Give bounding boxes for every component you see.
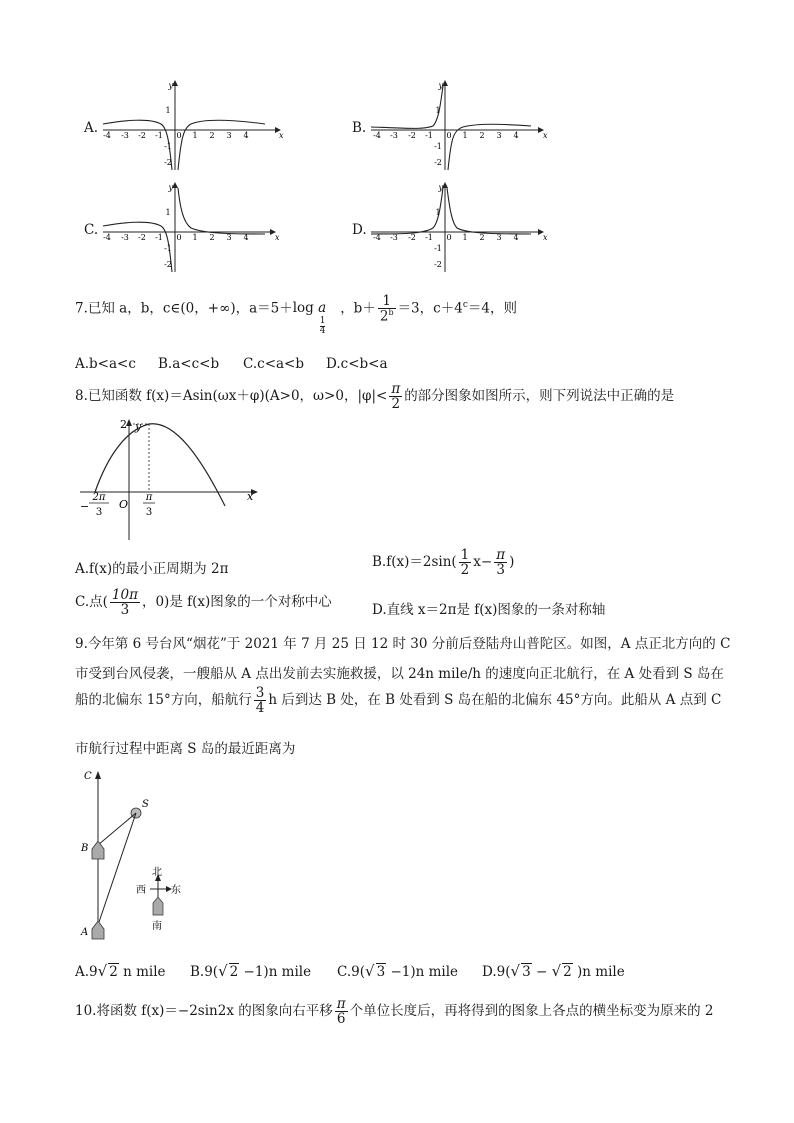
q9-line-2: 市受到台风侵袭，一艘船从 A 点出发前去实施救援，以 24n mile/h 的速度向正北航行，在 A 处看到 S 岛在 (75, 666, 724, 682)
svg-text:-4: -4 (103, 233, 111, 242)
q7-frac-den-base: 2 (379, 308, 389, 325)
q9-optd-pre: D.9( (482, 964, 511, 980)
svg-text:A: A (81, 927, 89, 938)
q7-option-a[interactable]: A.b<a<c (75, 356, 136, 372)
q8-optb-frac1-num: 1 (460, 547, 470, 563)
svg-text:x: x (279, 131, 284, 140)
svg-text:B: B (81, 843, 89, 854)
q8-optb-prefix: B.f(x)＝2sin( (372, 554, 457, 571)
graph-b (363, 80, 563, 172)
svg-text:3: 3 (496, 233, 502, 242)
svg-text:x: x (543, 131, 548, 140)
q7-log: log (292, 300, 314, 317)
svg-text:4: 4 (243, 233, 249, 242)
svg-text:2: 2 (479, 131, 485, 140)
svg-text:3: 3 (226, 233, 232, 242)
q7-suffix: ＝4，则 (467, 300, 517, 317)
q9-option-a[interactable] (75, 962, 166, 980)
question-10 (75, 997, 714, 1026)
svg-text:-1: -1 (164, 244, 172, 253)
q9-optc-rad: 3 (376, 964, 386, 980)
q7-option-c[interactable]: C.c<a<b (243, 356, 305, 372)
svg-text:-3: -3 (390, 233, 398, 242)
q9-line-1: 9.今年第 6 号台风“烟花”于 2021 年 7 月 25 日 12 时 30 分前后登陆舟山普陀区。如图，A 点正北方向的 C (75, 636, 731, 652)
q7-log-arg: a (318, 300, 327, 317)
svg-text:-2: -2 (164, 158, 172, 167)
q8-option-d[interactable]: D.直线 x＝2π是 f(x)图象的一条对称轴 (372, 602, 606, 618)
q8-optc-suffix: ，0)是 f(x)图象的一个对称中心 (141, 594, 332, 611)
q8-optb-frac1 (459, 548, 472, 577)
svg-text:0: 0 (176, 233, 182, 242)
option-b-label: B. (352, 120, 367, 136)
svg-text:-1: -1 (425, 233, 433, 242)
q9-optd-rad1: 3 (522, 964, 531, 980)
q8-graph (75, 418, 265, 543)
q7-mid2: ＝3，c＋4 (397, 300, 463, 317)
q9-line-4: 市航行过程中距离 S 岛的最近距离为 (75, 741, 296, 757)
q9-optd-mid: − (531, 964, 552, 980)
svg-text:1: 1 (435, 106, 441, 115)
svg-text:x: x (543, 233, 548, 242)
svg-text:4: 4 (513, 131, 519, 140)
svg-text:-1: -1 (434, 142, 442, 151)
svg-text:-2: -2 (408, 131, 416, 140)
q7-stem-prefix: 7.已知 a，b，c∈(0，+∞)，a＝5＋ (75, 300, 293, 317)
svg-text:y: y (438, 81, 443, 90)
svg-text:2π: 2π (92, 492, 106, 503)
svg-text:1: 1 (462, 233, 468, 242)
svg-text:−: − (80, 500, 90, 513)
q7-option-b[interactable]: B.a<c<b (158, 356, 220, 372)
svg-text:3: 3 (95, 507, 103, 518)
svg-text:-1: -1 (434, 244, 442, 253)
svg-text:1: 1 (165, 208, 171, 217)
q9-line3-prefix: 船的北偏东 15°方向，船航行 (75, 692, 252, 709)
question-7 (75, 293, 517, 337)
svg-text:-4: -4 (373, 233, 381, 242)
q8-stem-suffix: 的部分图象如图所示，则下列说法中正确的是 (404, 388, 675, 405)
q8-optb-mid: x− (473, 554, 493, 571)
q8-optc-den: 3 (120, 602, 130, 619)
q9-frac-num: 3 (255, 685, 265, 701)
q9-line-3 (75, 686, 721, 715)
question-8 (75, 382, 674, 411)
q8-fraction (389, 382, 402, 411)
q10-fraction (335, 997, 348, 1026)
sqrt-icon: √ (218, 962, 228, 980)
graph-a (95, 80, 295, 172)
svg-text:-2: -2 (164, 260, 172, 269)
svg-text:2: 2 (209, 233, 215, 242)
q10-stem-suffix: 个单位长度后，再将得到的图象上各点的横坐标变为原来的 2 (349, 1003, 714, 1020)
svg-text:y: y (168, 81, 173, 90)
q8-optc-frac (110, 588, 140, 617)
q8-option-c[interactable] (75, 588, 332, 617)
svg-text:3: 3 (496, 131, 502, 140)
svg-text:-4: -4 (373, 131, 381, 140)
svg-text:-1: -1 (425, 131, 433, 140)
q8-optb-frac2-num: π (496, 547, 506, 563)
svg-text:y: y (168, 183, 173, 192)
svg-text:南: 南 (152, 921, 162, 932)
q9-opta-pre: A.9 (75, 964, 98, 980)
svg-text:O: O (119, 498, 129, 511)
svg-text:-2: -2 (138, 233, 146, 242)
q9-optb-rad: 2 (229, 964, 239, 980)
q8-frac-den: 2 (391, 396, 401, 413)
svg-text:-1: -1 (155, 131, 163, 140)
q7-frac-exp: b (388, 308, 394, 318)
svg-text:1: 1 (435, 208, 441, 217)
option-c-label: C. (84, 222, 99, 238)
q9-opta-rad: 2 (109, 964, 118, 980)
q9-fraction (254, 686, 267, 715)
svg-text:-3: -3 (390, 131, 398, 140)
svg-text:-2: -2 (434, 158, 442, 167)
q10-stem-prefix: 10.将函数 f(x)＝−2sin2x 的图象向右平移 (75, 1003, 333, 1020)
q7-fraction (378, 294, 396, 324)
q7-c-exp: c (462, 299, 468, 310)
q9-option-d[interactable] (482, 962, 625, 980)
q8-optb-suffix: ) (509, 554, 515, 571)
q9-optc-post: −1)n mile (386, 964, 459, 980)
q9-line3-suffix: h 后到达 B 处，在 B 处看到 S 岛在船的北偏东 45°方向。此船从 A 点到 C (268, 692, 722, 709)
option-a-label: A. (84, 120, 99, 136)
svg-text:北: 北 (152, 867, 162, 878)
q9-optd-rad2: 2 (563, 964, 572, 980)
q10-frac-num: π (336, 996, 346, 1012)
q9-optd-post: )n mile (572, 964, 625, 980)
q7-log-expr (292, 300, 340, 337)
svg-text:-2: -2 (408, 233, 416, 242)
svg-text:1: 1 (462, 131, 468, 140)
q9-option-c[interactable] (337, 962, 458, 980)
q9-frac-den: 4 (255, 700, 265, 717)
q9-optb-pre: B.9( (190, 964, 219, 980)
svg-text:-4: -4 (103, 131, 111, 140)
svg-text:-3: -3 (121, 131, 129, 140)
q7-option-d[interactable]: D.c<b<a (326, 356, 388, 372)
svg-text:2: 2 (120, 418, 127, 431)
q7-log-base-num: 1 (319, 316, 326, 327)
svg-text:-1: -1 (155, 233, 163, 242)
q9-option-b[interactable] (190, 962, 311, 980)
svg-text:东: 东 (171, 885, 181, 896)
svg-text:4: 4 (243, 131, 249, 140)
q8-option-b[interactable] (372, 548, 514, 577)
svg-text:y: y (438, 183, 443, 192)
svg-text:S: S (142, 799, 149, 810)
sqrt-icon: √ (97, 962, 108, 980)
svg-text:-2: -2 (434, 260, 442, 269)
svg-text:-1: -1 (164, 142, 172, 151)
q7-log-base-den: 4 (319, 326, 326, 337)
q9-opta-post: n mile (118, 964, 166, 980)
svg-text:2: 2 (479, 233, 485, 242)
svg-text:π: π (145, 492, 153, 503)
svg-text:C: C (84, 771, 92, 782)
q8-optc-prefix: C.点( (75, 594, 108, 611)
svg-text:2: 2 (209, 131, 215, 140)
svg-text:1: 1 (165, 106, 171, 115)
q10-frac-den: 6 (336, 1011, 346, 1028)
q9-optb-post: −1)n mile (239, 964, 312, 980)
svg-text:3: 3 (226, 131, 232, 140)
svg-text:4: 4 (513, 233, 519, 242)
q8-optb-frac2 (494, 548, 507, 577)
sqrt-icon: √ (365, 962, 375, 980)
svg-text:x: x (275, 233, 280, 242)
svg-text:1: 1 (192, 131, 198, 140)
svg-text:x: x (247, 490, 254, 503)
q8-optb-frac2-den: 3 (496, 562, 505, 579)
q9-optc-pre: C.9( (337, 964, 365, 980)
svg-text:y: y (135, 420, 142, 433)
svg-text:0: 0 (446, 131, 452, 140)
svg-text:1: 1 (192, 233, 198, 242)
option-d-label: D. (352, 222, 367, 238)
q7-frac-den (378, 309, 396, 324)
q8-stem-prefix: 8.已知函数 f(x)＝Asin(ωx＋φ)(A>0，ω>0，|φ|< (75, 388, 388, 405)
q7-frac-num: 1 (378, 294, 396, 309)
graph-c (95, 182, 295, 274)
q8-frac-num: π (391, 381, 401, 397)
sqrt-icon: √ (551, 962, 562, 980)
svg-text:0: 0 (176, 131, 182, 140)
q7-log-base (320, 317, 326, 336)
svg-text:西: 西 (136, 885, 146, 896)
svg-text:-2: -2 (138, 131, 146, 140)
q7-mid1: ，b＋ (340, 300, 376, 317)
graph-d (363, 182, 563, 274)
q9-figure (78, 765, 198, 945)
q8-optc-num: 10π (111, 587, 138, 603)
svg-text:3: 3 (145, 507, 153, 518)
svg-text:-3: -3 (121, 233, 129, 242)
q8-option-a[interactable]: A.f(x)的最小正周期为 2π (75, 561, 229, 577)
svg-text:0: 0 (446, 233, 452, 242)
q8-optb-frac1-den: 2 (460, 562, 470, 579)
sqrt-icon: √ (510, 962, 521, 980)
